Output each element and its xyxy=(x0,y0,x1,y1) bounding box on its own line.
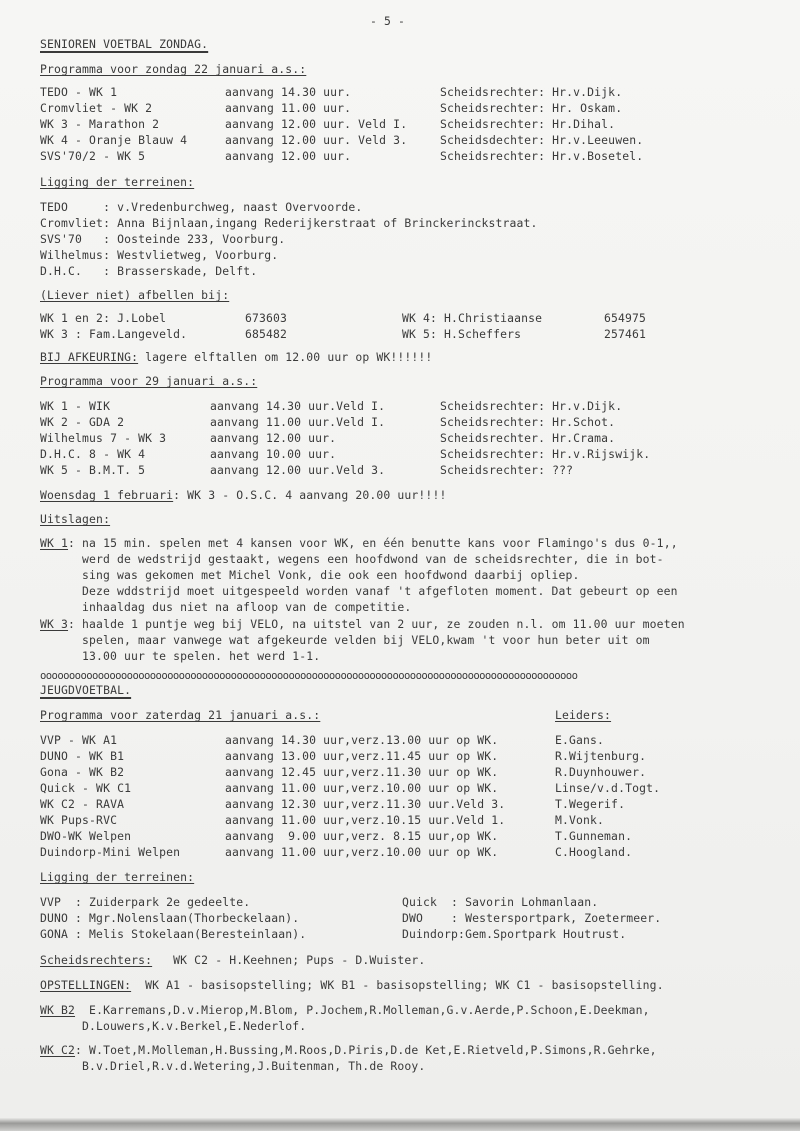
location-line: DUNO : Mgr.Nolenslaan(Thorbeckelaan). xyxy=(40,911,300,925)
match: Duindorp-Mini Welpen xyxy=(40,845,181,859)
program-heading-21-jan: Programma voor zaterdag 21 januari a.s.: xyxy=(40,708,321,722)
woensdag-notice xyxy=(40,488,446,502)
result-text: : na 15 min. spelen met 4 kansen voor WK, en één benutte kans voor Flamingo's dus 0-1,, xyxy=(68,536,678,550)
referee: Scheidsrechter: Hr.v.Dijk. xyxy=(440,85,623,99)
leader: E.Gans. xyxy=(555,733,605,747)
page-bottom-edge xyxy=(0,1118,800,1131)
youth-terreinen-heading: Ligging der terreinen: xyxy=(40,870,195,884)
page-number: - 5 - xyxy=(370,14,406,28)
scheidsrechters-text: WK C2 - H.Keehnen; Pups - D.Wuister. xyxy=(152,953,426,967)
kickoff: aanvang 12.00 uur. Veld I. xyxy=(225,117,408,131)
location-line: VVP : Zuiderpark 2e gedeelte. xyxy=(40,895,251,909)
match: Gona - WK B2 xyxy=(40,765,125,779)
location-line: SVS'70 : Oosteinde 233, Voorburg. xyxy=(40,232,286,246)
contact-name: WK 5: H.Scheffers xyxy=(402,327,522,341)
location-line: Wilhelmus: Westvlietweg, Voorburg. xyxy=(40,248,279,262)
referee: Scheidsrechter: ??? xyxy=(440,463,574,477)
match: Quick - WK C1 xyxy=(40,781,132,795)
result-text: sing was gekomen met Michel Vonk, die ook een hoofdwond daarbij opliep. xyxy=(82,568,580,582)
kickoff: aanvang 14.30 uur,verz.13.00 uur op WK. xyxy=(225,733,499,747)
kickoff: aanvang 11.00 uur.Veld I. xyxy=(210,415,386,429)
woensdag-text: : WK 3 - O.S.C. 4 aanvang 20.00 uur!!!! xyxy=(173,488,447,502)
result-team-label: WK 1 xyxy=(40,536,69,550)
contact-name: WK 3 : Fam.Langeveld. xyxy=(40,327,188,341)
kickoff: aanvang 12.00 uur. xyxy=(225,149,352,163)
contact-phone: 257461 xyxy=(604,327,647,341)
result-text: spelen, maar vanwege wat afgekeurde velden bij VELO,kwam 't voor hun beter uit om xyxy=(82,633,650,647)
match: D.H.C. 8 - WK 4 xyxy=(40,447,146,461)
location-line: TEDO : v.Vredenburchweg, naast Overvoorde. xyxy=(40,200,363,214)
kickoff: aanvang 12.00 uur.Veld 3. xyxy=(210,463,386,477)
referee: Scheidsrechter: Hr.Dihal. xyxy=(440,117,616,131)
afkeuring-label: BIJ AFKEURING: xyxy=(40,350,139,364)
woensdag-label: Woensdag 1 februari xyxy=(40,488,174,502)
kickoff: aanvang 9.00 uur,verz. 8.15 uur,op WK. xyxy=(225,829,499,843)
contact-phone: 685482 xyxy=(245,327,288,341)
leader: C.Hoogland. xyxy=(555,845,633,859)
leader: R.Wijtenburg. xyxy=(555,749,647,763)
lineup-text: B.v.Driel,R.v.d.Wetering,J.Buitenman, Th.de Rooy. xyxy=(82,1059,426,1073)
match: WK 5 - B.M.T. 5 xyxy=(40,463,146,477)
referee: Scheidsrechter: Hr.v.Rijswijk. xyxy=(440,447,651,461)
kickoff: aanvang 13.00 uur,verz.11.45 uur op WK. xyxy=(225,749,499,763)
match: VVP - WK A1 xyxy=(40,733,118,747)
kickoff: aanvang 10.00 uur. xyxy=(210,447,337,461)
afbellen-heading: (Liever niet) afbellen bij: xyxy=(40,288,230,302)
result-text: : haalde 1 puntje weg bij VELO, na uitstel van 2 uur, ze zouden n.l. om 11.00 uur moeten xyxy=(68,617,685,631)
leader: Linse/v.d.Togt. xyxy=(555,781,661,795)
match: TEDO - WK 1 xyxy=(40,85,118,99)
match: WK Pups-RVC xyxy=(40,813,118,827)
leader: M.Vonk. xyxy=(555,813,605,827)
contact-phone: 673603 xyxy=(245,311,288,325)
opstellingen-line xyxy=(40,978,664,992)
kickoff: aanvang 14.30 uur.Veld I. xyxy=(210,399,386,413)
contact-name: WK 4: H.Christiaanse xyxy=(402,311,543,325)
result-text: 13.00 uur te spelen. het werd 1-1. xyxy=(82,649,321,663)
result-text: inhaaldag dus niet na afloop van de competitie. xyxy=(82,600,412,614)
opstellingen-text: WK A1 - basisopstelling; WK B1 - basisopstelling; WK C1 - basisopstelling. xyxy=(131,978,664,992)
match: WK 4 - Oranje Blauw 4 xyxy=(40,133,188,147)
kickoff: aanvang 11.00 uur,verz.10.00 uur op WK. xyxy=(225,781,499,795)
referee: Scheidsrechter. Hr.Crama. xyxy=(440,431,616,445)
contact-name: WK 1 en 2: J.Lobel xyxy=(40,311,167,325)
match: WK 3 - Marathon 2 xyxy=(40,117,160,131)
referee: Scheidsrechter: Hr.v.Dijk. xyxy=(440,399,623,413)
section-title-senioren: SENIOREN VOETBAL ZONDAG. xyxy=(40,37,209,51)
match: WK 2 - GDA 2 xyxy=(40,415,125,429)
program-heading-29-jan: Programma voor 29 januari a.s.: xyxy=(40,374,258,388)
kickoff: aanvang 11.00 uur. xyxy=(225,101,352,115)
match: WK 1 - WIK xyxy=(40,399,111,413)
leader: R.Duynhouwer. xyxy=(555,765,647,779)
kickoff: aanvang 12.00 uur. Veld 3. xyxy=(225,133,408,147)
referee: Scheidsdechter: Hr.v.Leeuwen. xyxy=(440,133,644,147)
result-text: Deze wddstrijd moet uitgespeeld worden vanaf 't afgefloten moment. Dat gebeurt op een xyxy=(82,584,678,598)
uitslagen-heading: Uitslagen: xyxy=(40,512,111,526)
terreinen-heading: Ligging der terreinen: xyxy=(40,175,195,189)
location-line: Quick : Savorin Lohmanlaan. xyxy=(402,895,599,909)
leiders-heading: Leiders: xyxy=(555,708,612,722)
match: WK C2 - RAVA xyxy=(40,797,125,811)
scheidsrechters-line xyxy=(40,953,425,967)
referee: Scheidsrechter: Hr. Oskam. xyxy=(440,101,623,115)
match: DUNO - WK B1 xyxy=(40,749,125,763)
section-separator: ooooooooooooooooooooooooooooooooooooooooooooooooooooooooooooooooooooooooooooooooooooooooooooo xyxy=(40,670,578,682)
lineup-text: D.Louwers,K.v.Berkel,E.Nederlof. xyxy=(82,1019,307,1033)
result-team-label: WK 3 xyxy=(40,617,69,631)
program-heading-22-jan: Programma voor zondag 22 januari a.s.: xyxy=(40,62,307,76)
contact-phone: 654975 xyxy=(604,311,647,325)
lineup-text: E.Karremans,D.v.Mierop,M.Blom, P.Jochem,R.Molleman,G.v.Aerde,P.Schoon,E.Deekman, xyxy=(75,1003,650,1017)
leader: T.Gunneman. xyxy=(555,829,633,843)
match: Cromvliet - WK 2 xyxy=(40,101,153,115)
scheidsrechters-label: Scheidsrechters: xyxy=(40,953,153,967)
location-line: Duindorp:Gem.Sportpark Houtrust. xyxy=(402,927,627,941)
kickoff: aanvang 12.45 uur,verz.11.30 uur op WK. xyxy=(225,765,499,779)
kickoff: aanvang 12.00 uur. xyxy=(210,431,337,445)
referee: Scheidsrechter: Hr.Schot. xyxy=(440,415,616,429)
lineup-team-label: WK B2 xyxy=(40,1003,76,1017)
match: Wilhelmus 7 - WK 3 xyxy=(40,431,167,445)
referee: Scheidsrechter: Hr.v.Bosetel. xyxy=(440,149,644,163)
match: SVS'70/2 - WK 5 xyxy=(40,149,146,163)
kickoff: aanvang 14.30 uur. xyxy=(225,85,352,99)
kickoff: aanvang 11.00 uur,verz.10.00 uur op WK. xyxy=(225,845,499,859)
leader: T.Wegerif. xyxy=(555,797,626,811)
opstellingen-label: OPSTELLINGEN: xyxy=(40,978,132,992)
location-line: D.H.C. : Brasserskade, Delft. xyxy=(40,264,258,278)
location-line: DWO : Westersportpark, Zoetermeer. xyxy=(402,911,662,925)
result-text: werd de wedstrijd gestaakt, wegens een hoofdwond van de scheidsrechter, die in bot- xyxy=(82,552,664,566)
lineup-team-label: WK C2 xyxy=(40,1043,76,1057)
match: DWO-WK Welpen xyxy=(40,829,132,843)
kickoff: aanvang 11.00 uur,verz.10.15 uur.Veld 1. xyxy=(225,813,506,827)
lineup-text: : W.Toet,M.Molleman,H.Bussing,M.Roos,D.Piris,D.de Ket,E.Rietveld,P.Simons,R.Gehrke, xyxy=(75,1043,657,1057)
afkeuring-text: lagere elftallen om 12.00 uur op WK!!!!!! xyxy=(138,350,433,364)
location-line: GONA : Melis Stokelaan(Beresteinlaan). xyxy=(40,927,307,941)
afkeuring-notice xyxy=(40,350,432,364)
kickoff: aanvang 12.30 uur,verz.11.30 uur.Veld 3. xyxy=(225,797,506,811)
section-title-jeugd: JEUGDVOETBAL. xyxy=(40,683,132,697)
location-line: Cromvliet: Anna Bijnlaan,ingang Rederijkerstraat of Brinckerinckstraat. xyxy=(40,216,538,230)
